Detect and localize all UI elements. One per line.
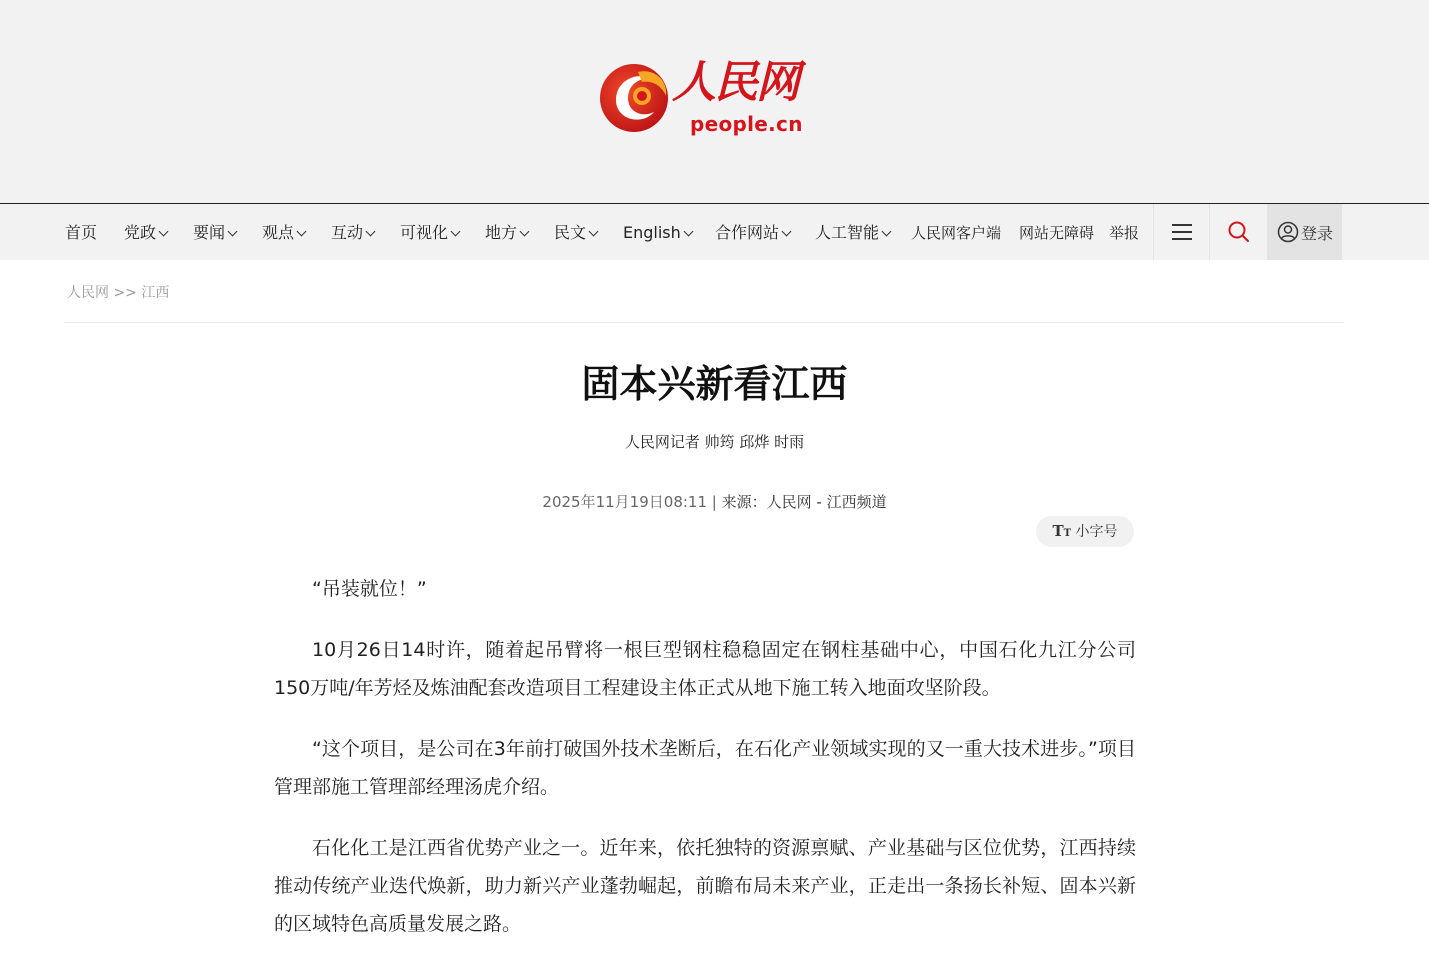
breadcrumb-home[interactable]: 人民网 bbox=[67, 285, 109, 301]
article-title: 固本兴新看江西 bbox=[581, 362, 848, 406]
article-body bbox=[274, 570, 1136, 966]
font-size-label: 小字号 bbox=[1075, 524, 1118, 540]
breadcrumb-current[interactable]: 江西 bbox=[141, 285, 170, 301]
menu-button[interactable] bbox=[1153, 204, 1209, 260]
nav-item-minwen[interactable] bbox=[554, 204, 597, 260]
nav-label: 可视化 bbox=[400, 223, 449, 242]
breadcrumb bbox=[67, 282, 169, 302]
nav-label: 举报 bbox=[1109, 224, 1140, 242]
chevron-down-icon bbox=[297, 227, 307, 237]
nav-item-local[interactable] bbox=[485, 204, 528, 260]
user-circle-icon bbox=[1277, 221, 1299, 243]
site-header bbox=[0, 0, 1429, 203]
font-size-toggle[interactable] bbox=[1036, 516, 1134, 547]
nav-item-opinion[interactable] bbox=[262, 204, 305, 260]
nav-item-interaction[interactable] bbox=[331, 204, 374, 260]
nav-item-english[interactable] bbox=[623, 204, 692, 260]
nav-item-party[interactable] bbox=[124, 204, 167, 260]
nav-item-visual[interactable] bbox=[400, 204, 459, 260]
article-paragraph: 石化化工是江西省优势产业之一。近年来，依托独特的资源禀赋、产业基础与区位优势，江西持续推动传统产业迭代焕新，助力新兴产业蓬勃崛起，前瞻布局未来产业，正走出一条扬长补短、固本兴新的区域特色高质量发展之路。 bbox=[274, 837, 1136, 935]
chevron-down-icon bbox=[366, 227, 376, 237]
meta-separator: | bbox=[711, 493, 717, 511]
chevron-down-icon bbox=[782, 227, 792, 237]
chevron-down-icon bbox=[589, 227, 599, 237]
nav-item-home[interactable] bbox=[65, 204, 97, 260]
nav-label: 人民网客户端 bbox=[911, 224, 1002, 242]
nav-label: 观点 bbox=[262, 223, 295, 242]
nav-item-ai[interactable] bbox=[815, 204, 890, 260]
article-date: 2025年11月19日08:11 bbox=[542, 493, 707, 511]
font-size-icon: TT bbox=[1052, 522, 1072, 540]
login-label: 登录 bbox=[1300, 223, 1333, 243]
nav-label: 民文 bbox=[554, 223, 587, 242]
chevron-down-icon bbox=[520, 227, 530, 237]
logo-chinese-text: 人民网 bbox=[672, 57, 798, 108]
nav-label: 合作网站 bbox=[715, 223, 780, 242]
article-meta bbox=[0, 490, 1429, 514]
login-button[interactable] bbox=[1267, 204, 1342, 260]
logo-english-text: people.cn bbox=[690, 112, 803, 136]
chevron-down-icon bbox=[882, 227, 892, 237]
breadcrumb-separator: >> bbox=[113, 285, 137, 301]
nav-label: 网站无障碍 bbox=[1019, 224, 1095, 242]
nav-label: 人工智能 bbox=[815, 223, 880, 242]
article-source[interactable]: 来源：人民网 - 江西频道 bbox=[721, 493, 887, 511]
nav-label: English bbox=[623, 223, 681, 242]
nav-item-report[interactable] bbox=[1109, 204, 1139, 260]
main-nav bbox=[0, 203, 1429, 260]
nav-label: 互动 bbox=[331, 223, 364, 242]
nav-label: 首页 bbox=[65, 223, 98, 242]
article-author: 人民网记者 帅筠 邱烨 时雨 bbox=[624, 433, 805, 451]
nav-item-accessibility[interactable] bbox=[1019, 204, 1094, 260]
article-paragraph: “吊装就位！” bbox=[312, 578, 427, 600]
article-paragraph: “这个项目，是公司在3年前打破国外技术垄断后，在石化产业领域实现的又一重大技术进步。”项目管理部施工管理部经理汤虎介绍。 bbox=[274, 738, 1136, 798]
chevron-down-icon bbox=[228, 227, 238, 237]
chevron-down-icon bbox=[451, 227, 461, 237]
article-paragraph: 10月26日14时许，随着起吊臂将一根巨型钢柱稳稳固定在钢柱基础中心，中国石化九江分公司150万吨/年芳烃及炼油配套改造项目工程建设主体正式从地下施工转入地面攻坚阶段。 bbox=[274, 639, 1136, 699]
site-logo[interactable] bbox=[598, 56, 828, 140]
search-button[interactable] bbox=[1209, 204, 1267, 260]
chevron-down-icon bbox=[159, 227, 169, 237]
nav-item-news[interactable] bbox=[193, 204, 236, 260]
search-icon bbox=[1227, 220, 1251, 244]
nav-item-partners[interactable] bbox=[715, 204, 790, 260]
hamburger-menu-icon bbox=[1171, 222, 1193, 242]
nav-item-client[interactable] bbox=[911, 204, 1001, 260]
chevron-down-icon bbox=[683, 227, 693, 237]
nav-label: 地方 bbox=[485, 223, 518, 242]
people-logo-icon bbox=[598, 60, 670, 132]
breadcrumb-divider bbox=[64, 322, 1344, 323]
nav-label: 党政 bbox=[124, 223, 157, 242]
nav-label: 要闻 bbox=[193, 223, 226, 242]
